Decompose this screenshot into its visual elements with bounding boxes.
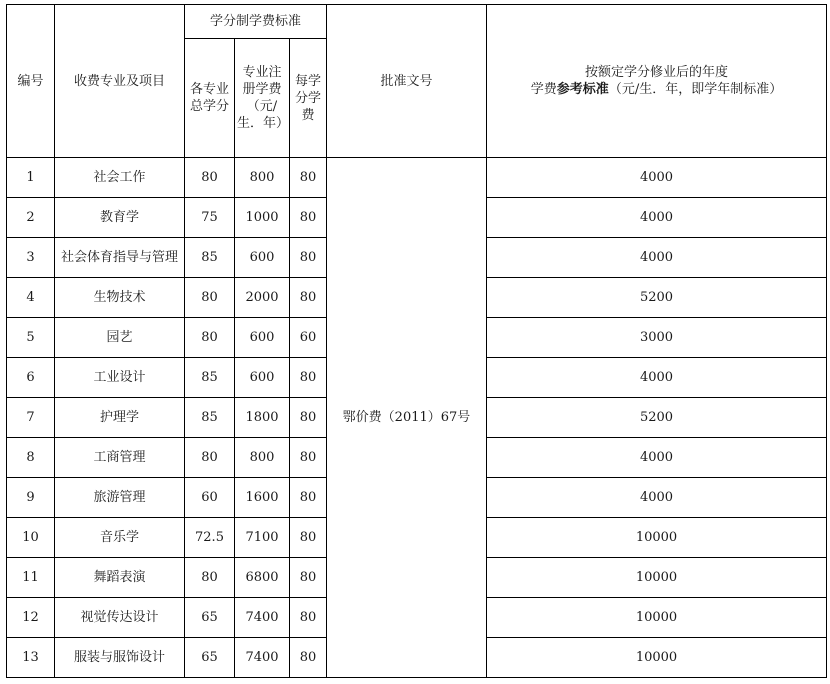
row-major-cell: 社会体育指导与管理 [55, 238, 185, 278]
row-registration-fee-cell: 6800 [235, 558, 290, 598]
row-per-credit-fee-cell: 80 [290, 398, 327, 438]
row-reference-fee-cell: 4000 [487, 158, 827, 198]
row-number-cell: 3 [7, 238, 55, 278]
row-number-cell: 6 [7, 358, 55, 398]
row-number-cell: 7 [7, 398, 55, 438]
row-major-cell: 音乐学 [55, 518, 185, 558]
row-reference-fee-cell: 10000 [487, 518, 827, 558]
header-reference-line1: 按额定学分修业后的年度 [584, 65, 728, 80]
row-per-credit-fee-cell: 80 [290, 198, 327, 238]
row-reference-fee-cell: 4000 [487, 238, 827, 278]
row-number-cell: 10 [7, 518, 55, 558]
row-registration-fee-cell: 600 [235, 318, 290, 358]
row-major-cell: 护理学 [55, 398, 185, 438]
row-per-credit-fee-cell: 80 [290, 558, 327, 598]
row-reference-fee-cell: 5200 [487, 278, 827, 318]
row-credits-cell: 80 [185, 158, 235, 198]
row-per-credit-fee-cell: 80 [290, 278, 327, 318]
row-reference-fee-cell: 4000 [487, 358, 827, 398]
row-credits-cell: 65 [185, 598, 235, 638]
header-per-credit-fee: 每学分学费 [290, 39, 327, 158]
row-major-cell: 服装与服饰设计 [55, 638, 185, 678]
row-registration-fee-cell: 600 [235, 358, 290, 398]
row-number-cell: 2 [7, 198, 55, 238]
row-major-cell: 视觉传达设计 [55, 598, 185, 638]
row-number-cell: 11 [7, 558, 55, 598]
row-credits-cell: 65 [185, 638, 235, 678]
approval-doc-cell: 鄂价费（2011）67号 [327, 158, 487, 678]
row-number-cell: 12 [7, 598, 55, 638]
row-registration-fee-cell: 7400 [235, 598, 290, 638]
row-major-cell: 舞蹈表演 [55, 558, 185, 598]
row-per-credit-fee-cell: 80 [290, 438, 327, 478]
row-registration-fee-cell: 2000 [235, 278, 290, 318]
row-major-cell: 旅游管理 [55, 478, 185, 518]
row-credits-cell: 60 [185, 478, 235, 518]
row-reference-fee-cell: 10000 [487, 638, 827, 678]
table-row [7, 158, 827, 198]
header-reference-standard [487, 5, 827, 158]
row-reference-fee-cell: 4000 [487, 198, 827, 238]
row-major-cell: 社会工作 [55, 158, 185, 198]
row-per-credit-fee-cell: 80 [290, 158, 327, 198]
row-registration-fee-cell: 600 [235, 238, 290, 278]
row-credits-cell: 85 [185, 358, 235, 398]
row-number-cell: 8 [7, 438, 55, 478]
header-credit-fee-group: 学分制学费标准 [185, 5, 327, 39]
row-major-cell: 生物技术 [55, 278, 185, 318]
header-number: 编号 [7, 5, 55, 158]
row-registration-fee-cell: 7100 [235, 518, 290, 558]
row-per-credit-fee-cell: 80 [290, 238, 327, 278]
header-approval-doc: 批准文号 [327, 5, 487, 158]
fee-standard-table [6, 4, 827, 678]
row-credits-cell: 80 [185, 318, 235, 358]
row-reference-fee-cell: 3000 [487, 318, 827, 358]
row-credits-cell: 80 [185, 438, 235, 478]
row-credits-cell: 80 [185, 558, 235, 598]
row-credits-cell: 80 [185, 278, 235, 318]
row-credits-cell: 85 [185, 238, 235, 278]
row-number-cell: 13 [7, 638, 55, 678]
header-total-credits: 各专业总学分 [185, 39, 235, 158]
row-registration-fee-cell: 800 [235, 438, 290, 478]
row-reference-fee-cell: 10000 [487, 558, 827, 598]
header-reference-line2: 学费参考标准（元/生．年，即学年制标准） [530, 82, 783, 97]
row-number-cell: 1 [7, 158, 55, 198]
row-major-cell: 工商管理 [55, 438, 185, 478]
row-reference-fee-cell: 4000 [487, 438, 827, 478]
row-credits-cell: 85 [185, 398, 235, 438]
row-per-credit-fee-cell: 80 [290, 638, 327, 678]
row-per-credit-fee-cell: 80 [290, 598, 327, 638]
row-major-cell: 园艺 [55, 318, 185, 358]
row-credits-cell: 75 [185, 198, 235, 238]
row-registration-fee-cell: 1800 [235, 398, 290, 438]
row-major-cell: 工业设计 [55, 358, 185, 398]
row-reference-fee-cell: 10000 [487, 598, 827, 638]
row-number-cell: 9 [7, 478, 55, 518]
row-registration-fee-cell: 800 [235, 158, 290, 198]
row-major-cell: 教育学 [55, 198, 185, 238]
row-per-credit-fee-cell: 80 [290, 358, 327, 398]
row-credits-cell: 72.5 [185, 518, 235, 558]
row-registration-fee-cell: 1600 [235, 478, 290, 518]
header-major: 收费专业及项目 [55, 5, 185, 158]
row-per-credit-fee-cell: 80 [290, 518, 327, 558]
header-registration-fee: 专业注册学费（元/生．年） [235, 39, 290, 158]
row-registration-fee-cell: 7400 [235, 638, 290, 678]
row-per-credit-fee-cell: 80 [290, 478, 327, 518]
row-reference-fee-cell: 4000 [487, 478, 827, 518]
row-number-cell: 4 [7, 278, 55, 318]
row-number-cell: 5 [7, 318, 55, 358]
row-registration-fee-cell: 1000 [235, 198, 290, 238]
row-reference-fee-cell: 5200 [487, 398, 827, 438]
row-per-credit-fee-cell: 60 [290, 318, 327, 358]
